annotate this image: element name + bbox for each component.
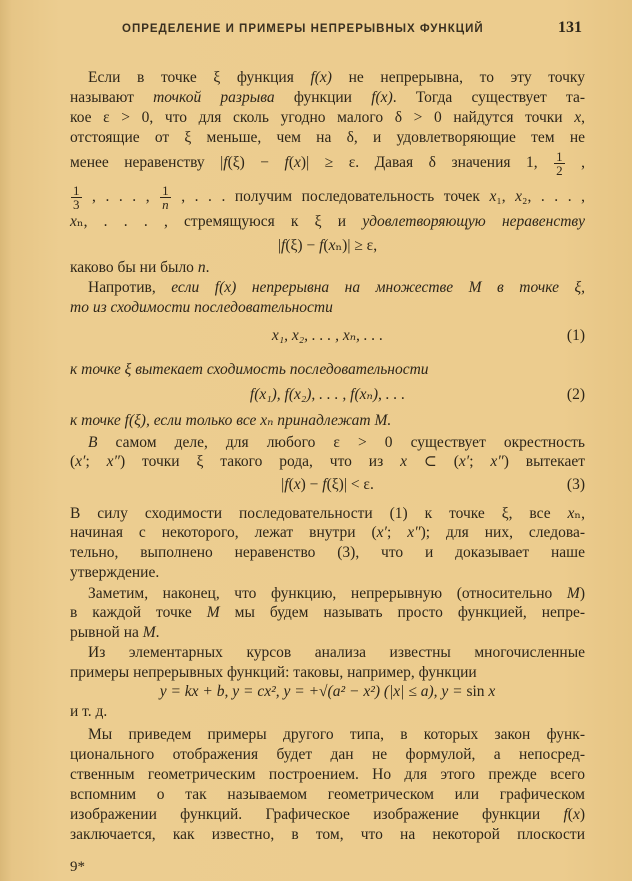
text-line: [88, 433, 585, 453]
italic-text: если f(x) непрерывна на множестве M в точке ξ,: [171, 279, 585, 296]
text-run: ственным геометрическим построением. Но для этого прежде всего: [70, 766, 585, 783]
fraction-denominator: 2: [556, 162, 563, 178]
fraction-denominator: 3: [73, 196, 80, 212]
italic-text: x′: [75, 453, 86, 470]
display-formula: [70, 682, 585, 702]
text-run: (ξ) −: [285, 237, 320, 254]
italic-text: f: [281, 237, 286, 254]
italic-text: f: [322, 476, 327, 493]
display-formula: [70, 326, 585, 346]
text-run: ) вытекает: [503, 453, 585, 470]
italic-text: x: [489, 188, 497, 205]
text-run: ;: [386, 524, 408, 541]
text-line: [70, 825, 585, 845]
text-run: и т. д.: [70, 703, 108, 720]
text-line: [70, 504, 585, 524]
text-line: [70, 298, 585, 318]
italic-text: x₁, x₂, . . . , xₙ, . . .: [271, 327, 384, 344]
text-run: не непрерывна, то эту точку: [331, 69, 585, 86]
equation-number: (1): [566, 327, 585, 344]
text-run: Если в точке ξ функция: [88, 69, 311, 86]
italic-text: f(x): [310, 69, 332, 86]
text-run: отстоящие от ξ меньше, чем на δ, и удовлетворяющие тем не: [70, 129, 585, 146]
text-line: [70, 360, 585, 380]
text-run: ): [579, 585, 585, 602]
text-line: [88, 68, 585, 88]
text-line: [70, 563, 585, 583]
text-line: [88, 643, 585, 663]
text-run: .: [155, 624, 160, 641]
text-run: заключается, как известно, в том, что на некоторой плоскости: [70, 826, 585, 843]
text-run: кое ε > 0, что для сколь угодно малого δ > 0 найдутся точки: [70, 109, 575, 126]
italic-text: x: [328, 237, 336, 254]
text-run: функции: [274, 89, 372, 106]
text-run: .: [205, 259, 210, 276]
signature-mark: 9*: [70, 859, 85, 875]
text-line: [88, 725, 585, 745]
italic-text: n: [197, 259, 206, 276]
text-line: [70, 108, 585, 128]
italic-text: x: [70, 213, 77, 230]
italic-text: точкой разрыва: [153, 89, 275, 106]
italic-text: f: [284, 476, 289, 493]
italic-text: y = kx + b, y = cx², y = +√(a² − x²) (|x| ≤ a), y =: [159, 683, 467, 700]
italic-text: f(x₁), f(x₂), . . . , f(xₙ), . . .: [249, 386, 406, 403]
text-run: (: [567, 806, 573, 823]
italic-text: x: [293, 476, 301, 493]
text-line: [70, 258, 585, 278]
text-line: [70, 182, 585, 212]
italic-text: x: [572, 806, 580, 823]
text-line: [70, 212, 585, 232]
text-line: [70, 663, 585, 683]
fraction-numerator: 1: [73, 182, 80, 198]
text-line: [70, 702, 585, 722]
text-run: ;: [85, 453, 107, 470]
display-formula: [70, 475, 585, 495]
text-line: [70, 523, 585, 543]
text-run: ⊂ (: [406, 453, 459, 470]
text-run: Заметим, наконец, что функцию, непрерывную (относительно: [88, 585, 567, 602]
fraction: [160, 184, 171, 211]
text-line: [70, 745, 585, 765]
text-run: , . . . получим последовательность точек: [171, 188, 490, 205]
text-run: (: [323, 237, 329, 254]
text-line: [70, 148, 585, 178]
text-run: В силу сходимости последовательности (1) к точке ξ, все: [70, 505, 568, 522]
text-run: утверждение.: [70, 564, 160, 581]
text-run: называют: [70, 89, 154, 106]
italic-text: B: [88, 434, 98, 451]
italic-text: f: [319, 237, 324, 254]
text-run: ционального отображения будет дан не формулой, а непосред-: [70, 746, 585, 763]
text-run: |: [281, 476, 285, 493]
text-run: рывной на: [70, 624, 143, 641]
italic-text: x: [574, 109, 582, 126]
text-line: [70, 128, 585, 148]
italic-text: x: [400, 453, 407, 470]
italic-text: удовлетворяющую неравенству: [362, 213, 585, 230]
text-line: [70, 452, 585, 472]
text-run: ₂, . . . ,: [522, 188, 586, 205]
text-line: [70, 765, 585, 785]
text-run: ₙ,: [574, 505, 585, 522]
display-formula: [70, 236, 585, 256]
italic-text: x′: [376, 524, 387, 541]
text-run: (: [288, 476, 294, 493]
fraction-denominator: n: [162, 196, 169, 212]
text-run: тельно, выполнено неравенство (3), что и доказывает наше: [70, 544, 585, 561]
italic-text: M: [142, 624, 156, 641]
italic-text: M: [566, 585, 580, 602]
italic-text: x″: [407, 524, 421, 541]
fraction-numerator: 1: [556, 148, 563, 164]
equation-number: (3): [566, 476, 585, 493]
text-run: ) точки ξ такого рода, что из: [120, 453, 401, 470]
fraction-numerator: 1: [162, 182, 169, 198]
text-run: изображении функций. Графическое изображение функции: [70, 806, 564, 823]
text-run: Мы приведем примеры другого типа, в которых закон функ-: [88, 726, 585, 743]
text-run: ₁,: [496, 188, 516, 205]
italic-text: x″: [106, 453, 120, 470]
text-line: [88, 584, 585, 604]
text-line: [70, 543, 585, 563]
equation-number: (2): [566, 386, 585, 403]
italic-text: x: [567, 505, 575, 522]
italic-text: к точке ξ вытекает сходимость последовательности: [70, 361, 429, 378]
text-line: [70, 88, 585, 108]
italic-text: x′: [458, 453, 470, 470]
text-run: (: [288, 154, 295, 171]
text-run: Напротив,: [88, 279, 172, 296]
text-run: ₙ, . . . , стремящуюся к ξ и: [76, 213, 363, 230]
text-run: )| ≥ ε. Давая δ значения 1,: [300, 154, 554, 171]
text-run: ): [579, 806, 585, 823]
fraction: [71, 184, 82, 211]
text-run: Из элементарных курсов анализа известны многочисленные: [88, 644, 585, 661]
text-run: |: [277, 237, 282, 254]
text-run: мы будем называть просто функцией, непре-: [219, 604, 585, 621]
text-run: вспомним о так называемом геометрическом или графическом: [70, 786, 585, 803]
text-run: (: [70, 453, 76, 470]
text-run: ;: [469, 453, 491, 470]
italic-text: f(x): [371, 89, 393, 106]
display-formula: [70, 385, 585, 405]
text-run: каково бы ни было: [70, 259, 198, 276]
text-line: [70, 805, 585, 825]
italic-text: M: [206, 604, 220, 621]
text-run: (ξ)| < ε.: [326, 476, 374, 493]
italic-text: f: [563, 806, 568, 823]
italic-text: к точке f(ξ), если только все xₙ принадлежат M.: [70, 412, 392, 429]
italic-text: x″: [490, 453, 504, 470]
text-run: ); для них, следова-: [420, 524, 585, 541]
text-run: ₙ)| ≥ ε,: [335, 237, 378, 254]
italic-text: x: [488, 683, 496, 700]
italic-text: f: [284, 154, 289, 171]
text-run: (ξ) −: [227, 154, 285, 171]
text-run: ) −: [300, 476, 323, 493]
italic-text: то из сходимости последовательности: [70, 299, 333, 316]
text-line: [88, 278, 585, 298]
text-run: ,: [565, 154, 586, 171]
text-line: [70, 623, 585, 643]
text-run: примеры непрерывных функций: таковы, например, функции: [70, 664, 477, 681]
text-run: в каждой точке: [70, 604, 207, 621]
text-run: самом деле, для любого ε > 0 существует окрестность: [97, 434, 585, 451]
page-number: 131: [558, 19, 582, 36]
text-run: ,: [581, 109, 585, 126]
text-line: [70, 785, 585, 805]
text-run: менее неравенству |: [70, 154, 224, 171]
italic-text: x: [294, 154, 301, 171]
italic-text: f: [223, 154, 228, 171]
text-run: . Тогда существует та-: [392, 89, 586, 106]
text-run: , . . . ,: [82, 188, 160, 205]
text-line: [70, 603, 585, 623]
text-run: начиная с некоторого, лежат внутри (: [70, 524, 377, 541]
italic-text: x: [515, 188, 523, 205]
text-run: sin: [466, 683, 489, 700]
running-header: ОПРЕДЕЛЕНИЕ И ПРИМЕРЫ НЕПРЕРЫВНЫХ ФУНКЦИЙ: [122, 23, 484, 35]
fraction: [554, 150, 565, 177]
text-line: [70, 411, 585, 431]
